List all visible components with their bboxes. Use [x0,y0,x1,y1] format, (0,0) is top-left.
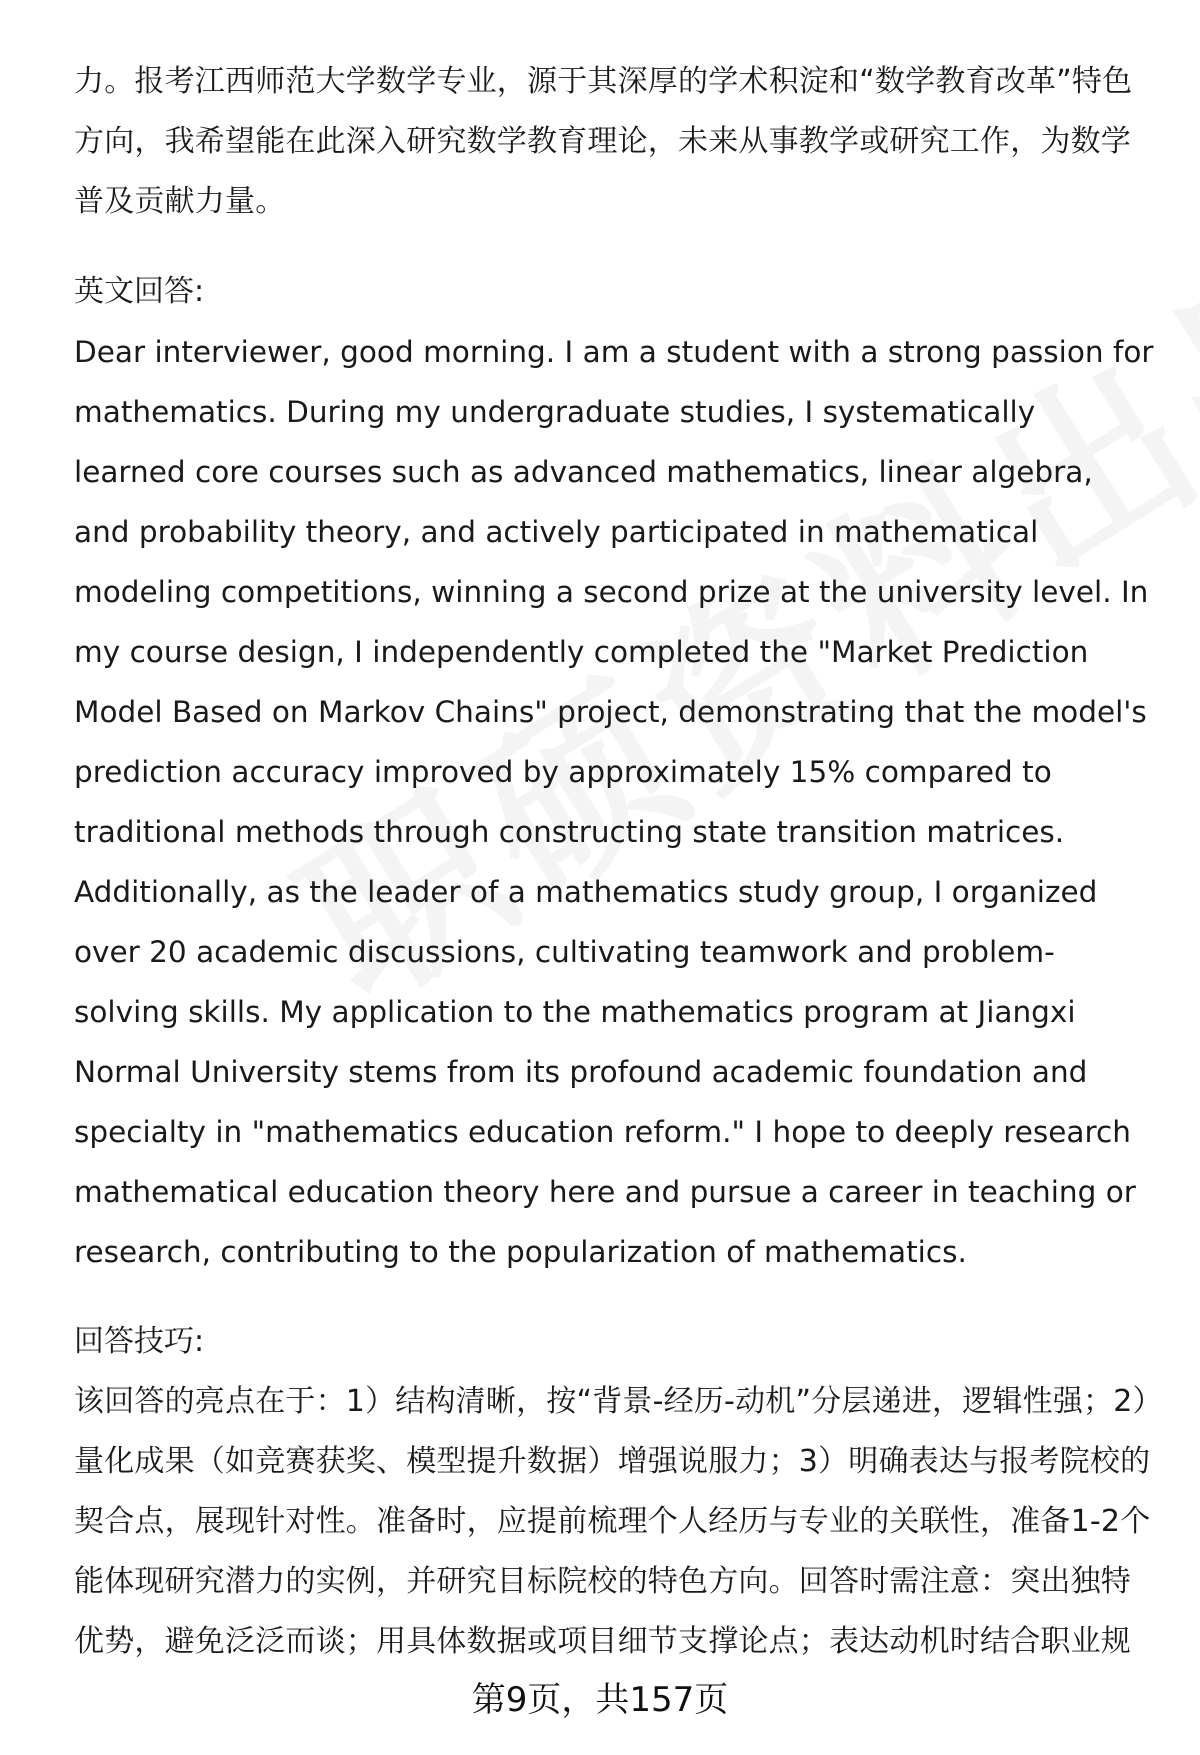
answer-tips-section [74,1312,1154,1672]
answer-tips-heading: 回答技巧: [74,1324,205,1359]
answer-tips-body: 该回答的亮点在于：1）结构清晰，按“背景-经历-动机”分层递进，逻辑性强；2）量化成果（如竞赛获奖、模型提升数据）增强说服力；3）明确表达与报考院校的契合点，展现针对性。准备时，应提前梳理个人经历与专业的关联性，准备1-2个能体现研究潜力的实例，并研究目标院校的特色方向。回答时需注意：突出独特优势，避免泛泛而谈；用具体数据或项目细节支撑论点；表达动机时结合职业规 [74,1384,1151,1659]
english-answer-section [74,262,1154,1282]
page-number: 第9页，共157页 [471,1680,729,1720]
page-content [74,52,1154,1672]
intro-paragraph: 力。报考江西师范大学数学专业，源于其深厚的学术积淀和“数学教育改革”特色方向，我希望能在此深入研究数学教育理论，未来从事教学或研究工作，为数学普及贡献力量。 [74,64,1133,219]
english-answer-body: Dear interviewer, good morning. I am a student with a strong passion for mathematics. During my undergraduate studies, I systematically learned core courses such as advanced mathematics, linear algebra, and probability theory, and actively participated in mathematical modeling competitions, winning a second prize at the university level. In my course design, I independently completed the "Market Prediction Model Based on Markov Chains" project, demonstrating that the model's prediction accuracy improved by approximately 15% compared to traditional methods through constructing state transition matrices. Additionally, as the leader of a mathematics study group, I organized over 20 academic discussions, cultivating teamwork and problem-solving skills. My application to the mathematics program at Jiangxi Normal University stems from its profound academic foundation and specialty in "mathematics education reform." I hope to deeply research mathematical education theory here and pursue a career in teaching or research, contributing to the popularization of mathematics. [74,335,1154,1269]
english-answer-heading: 英文回答: [74,274,205,309]
